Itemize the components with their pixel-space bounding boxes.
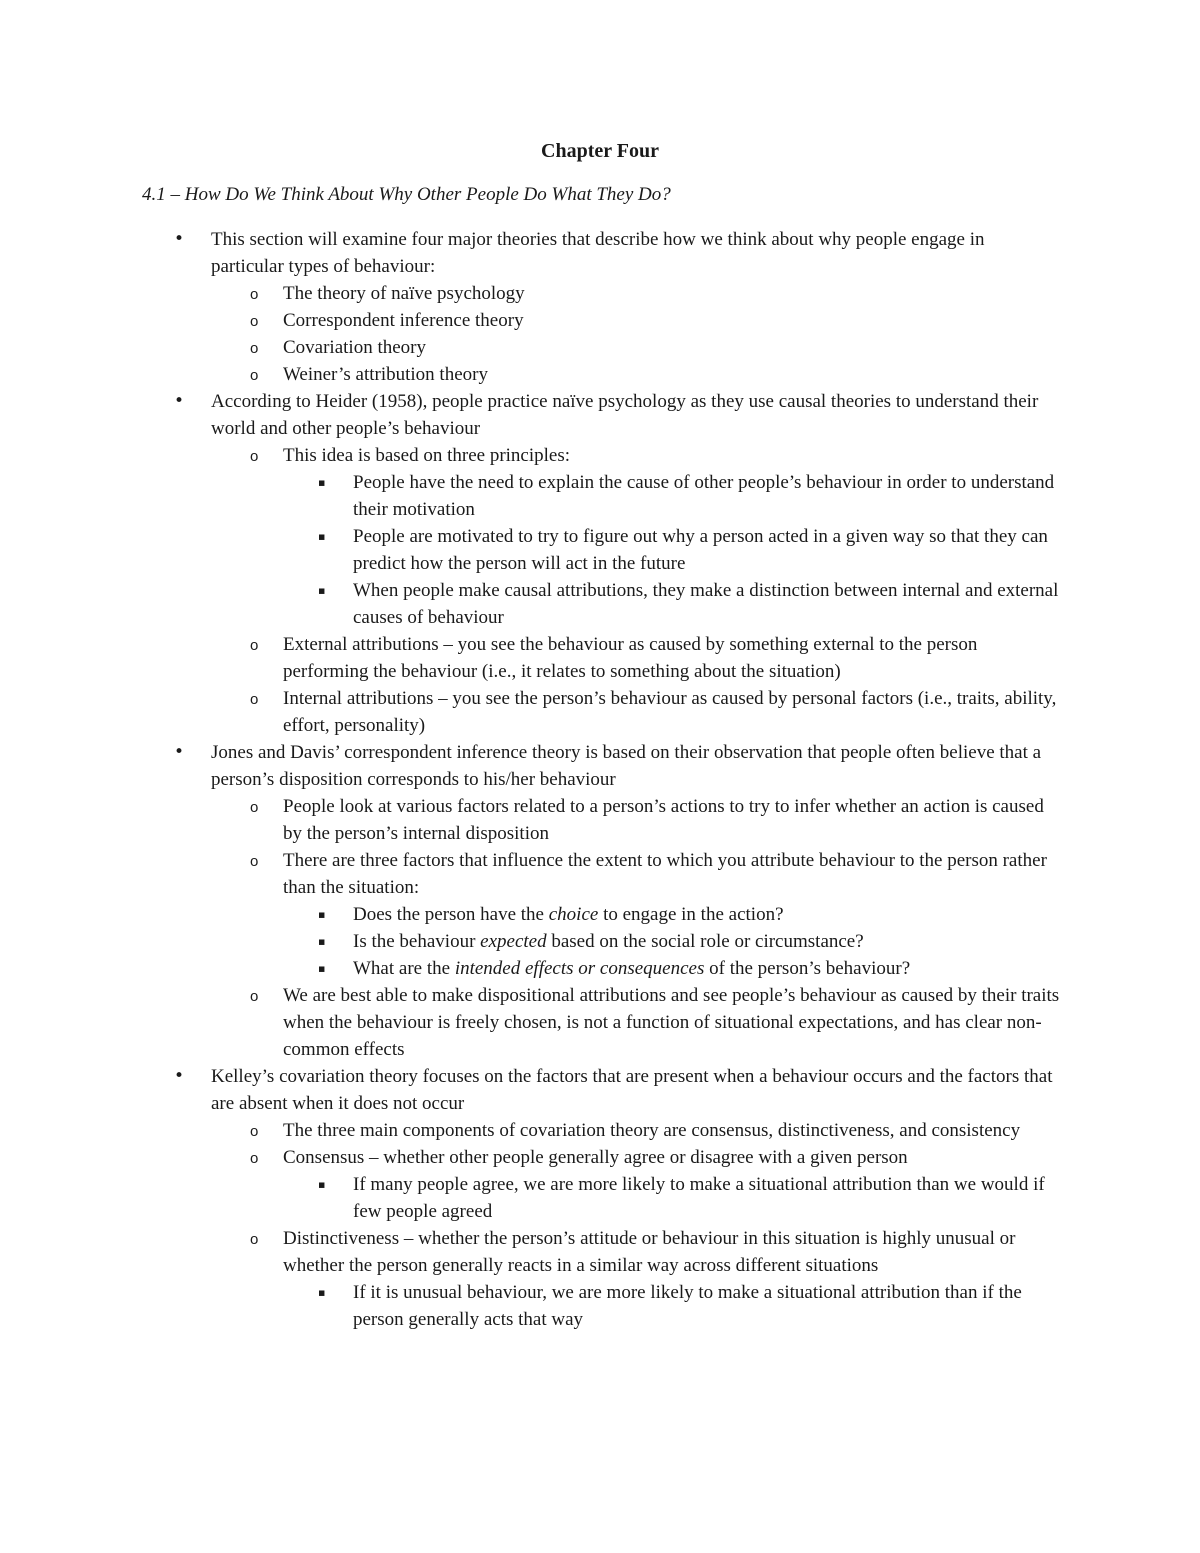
list-item xyxy=(0,1171,1200,1225)
list-item xyxy=(0,1063,1200,1117)
list-item-text xyxy=(353,958,910,979)
circle-bullet-icon: o xyxy=(250,367,259,384)
list-item-text: This section will examine four major theories that describe how we think about why people engage in particular types of behaviour: xyxy=(211,229,985,277)
list-item xyxy=(0,307,1200,334)
list-item xyxy=(0,442,1200,469)
circle-bullet-icon: o xyxy=(250,1150,259,1167)
list-item-text: Kelley’s covariation theory focuses on the factors that are present when a behaviour occurs and the factors that are absent when it does not occur xyxy=(211,1066,1053,1114)
list-item-text: People have the need to explain the cause of other people’s behaviour in order to understand their motivation xyxy=(353,472,1055,520)
list-item-text xyxy=(353,904,784,925)
circle-bullet-icon: o xyxy=(250,691,259,708)
text-run: Does the person have the xyxy=(353,904,549,925)
bullet-icon: • xyxy=(174,1066,185,1086)
list-item-text: People look at various factors related to a person’s actions to try to infer whether an action is caused by the person’s internal disposition xyxy=(283,796,1044,844)
list-item xyxy=(0,982,1200,1063)
list-item-text: There are three factors that influence the extent to which you attribute behaviour to the person rather than the situation: xyxy=(283,850,1047,898)
list-item xyxy=(0,226,1200,280)
square-bullet-icon: ▪ xyxy=(318,962,326,975)
list-item xyxy=(0,847,1200,901)
bullet-icon: • xyxy=(174,742,185,762)
emphasis-text: expected xyxy=(480,931,547,952)
list-item xyxy=(0,793,1200,847)
list-item xyxy=(0,1279,1200,1333)
circle-bullet-icon: o xyxy=(250,1231,259,1248)
circle-bullet-icon: o xyxy=(250,853,259,870)
list-item xyxy=(0,739,1200,793)
bullet-icon: • xyxy=(174,391,185,411)
text-run: of the person’s behaviour? xyxy=(704,958,911,979)
list-item-text xyxy=(353,931,864,952)
list-item-text: Distinctiveness – whether the person’s attitude or behaviour in this situation is highly unusual or whether the person generally reacts in a similar way across different situations xyxy=(283,1228,1016,1276)
text-run: Is the behaviour xyxy=(353,931,481,952)
emphasis-text: intended effects or consequences xyxy=(454,958,705,979)
list-item-text: If many people agree, we are more likely to make a situational attribution than we would if few people agreed xyxy=(353,1174,1045,1222)
list-item-text: Weiner’s attribution theory xyxy=(283,364,488,385)
notes-list xyxy=(0,226,1200,1333)
list-item xyxy=(0,361,1200,388)
list-item xyxy=(0,955,1200,982)
circle-bullet-icon: o xyxy=(250,313,259,330)
square-bullet-icon: ▪ xyxy=(318,476,326,489)
square-bullet-icon: ▪ xyxy=(318,1286,326,1299)
square-bullet-icon: ▪ xyxy=(318,1178,326,1191)
text-run: based on the social role or circumstance? xyxy=(546,931,864,952)
square-bullet-icon: ▪ xyxy=(318,530,326,543)
list-item xyxy=(0,388,1200,442)
emphasis-text: choice xyxy=(548,904,599,925)
circle-bullet-icon: o xyxy=(250,340,259,357)
list-item xyxy=(0,469,1200,523)
circle-bullet-icon: o xyxy=(250,1123,259,1140)
square-bullet-icon: ▪ xyxy=(318,908,326,921)
list-item-text: Jones and Davis’ correspondent inference theory is based on their observation that people often believe that a person’s disposition corresponds to his/her behaviour xyxy=(211,742,1042,790)
section-heading: 4.1 – How Do We Think About Why Other People Do What They Do? xyxy=(142,184,671,205)
list-item-text: Correspondent inference theory xyxy=(283,310,524,331)
list-item xyxy=(0,1144,1200,1171)
list-item-text: The theory of naïve psychology xyxy=(283,283,525,304)
bullet-icon: • xyxy=(174,229,185,249)
list-item-text: The three main components of covariation theory are consensus, distinctiveness, and consistency xyxy=(283,1120,1021,1141)
list-item xyxy=(0,523,1200,577)
text-run: What are the xyxy=(353,958,455,979)
circle-bullet-icon: o xyxy=(250,448,259,465)
list-item xyxy=(0,901,1200,928)
square-bullet-icon: ▪ xyxy=(318,935,326,948)
circle-bullet-icon: o xyxy=(250,988,259,1005)
list-item-text: External attributions – you see the behaviour as caused by something external to the person performing the behaviour (i.e., it relates to something about the situation) xyxy=(283,634,978,682)
list-item xyxy=(0,631,1200,685)
list-item xyxy=(0,928,1200,955)
list-item-text: Covariation theory xyxy=(283,337,426,358)
list-item-text: Internal attributions – you see the person’s behaviour as caused by personal factors (i.e., traits, ability, effort, personality) xyxy=(283,688,1057,736)
list-item-text: Consensus – whether other people generally agree or disagree with a given person xyxy=(283,1147,908,1168)
list-item-text: People are motivated to try to figure out why a person acted in a given way so that they can predict how the person will act in the future xyxy=(353,526,1048,574)
text-run: to engage in the action? xyxy=(598,904,784,925)
circle-bullet-icon: o xyxy=(250,799,259,816)
list-item xyxy=(0,334,1200,361)
chapter-title: Chapter Four xyxy=(541,140,659,162)
list-item-text: According to Heider (1958), people practice naïve psychology as they use causal theories to understand their world and other people’s behaviour xyxy=(211,391,1039,439)
list-item xyxy=(0,1117,1200,1144)
list-item-text: We are best able to make dispositional attributions and see people’s behaviour as caused by their traits when the behaviour is freely chosen, is not a function of situational expectations, and has clear non-common effects xyxy=(283,985,1060,1060)
circle-bullet-icon: o xyxy=(250,286,259,303)
list-item-text: If it is unusual behaviour, we are more likely to make a situational attribution than if the person generally acts that way xyxy=(353,1282,1022,1330)
list-item xyxy=(0,577,1200,631)
list-item xyxy=(0,280,1200,307)
list-item-text: This idea is based on three principles: xyxy=(283,445,571,466)
circle-bullet-icon: o xyxy=(250,637,259,654)
square-bullet-icon: ▪ xyxy=(318,584,326,597)
list-item-text: When people make causal attributions, they make a distinction between internal and external causes of behaviour xyxy=(353,580,1059,628)
list-item xyxy=(0,1225,1200,1279)
list-item xyxy=(0,685,1200,739)
